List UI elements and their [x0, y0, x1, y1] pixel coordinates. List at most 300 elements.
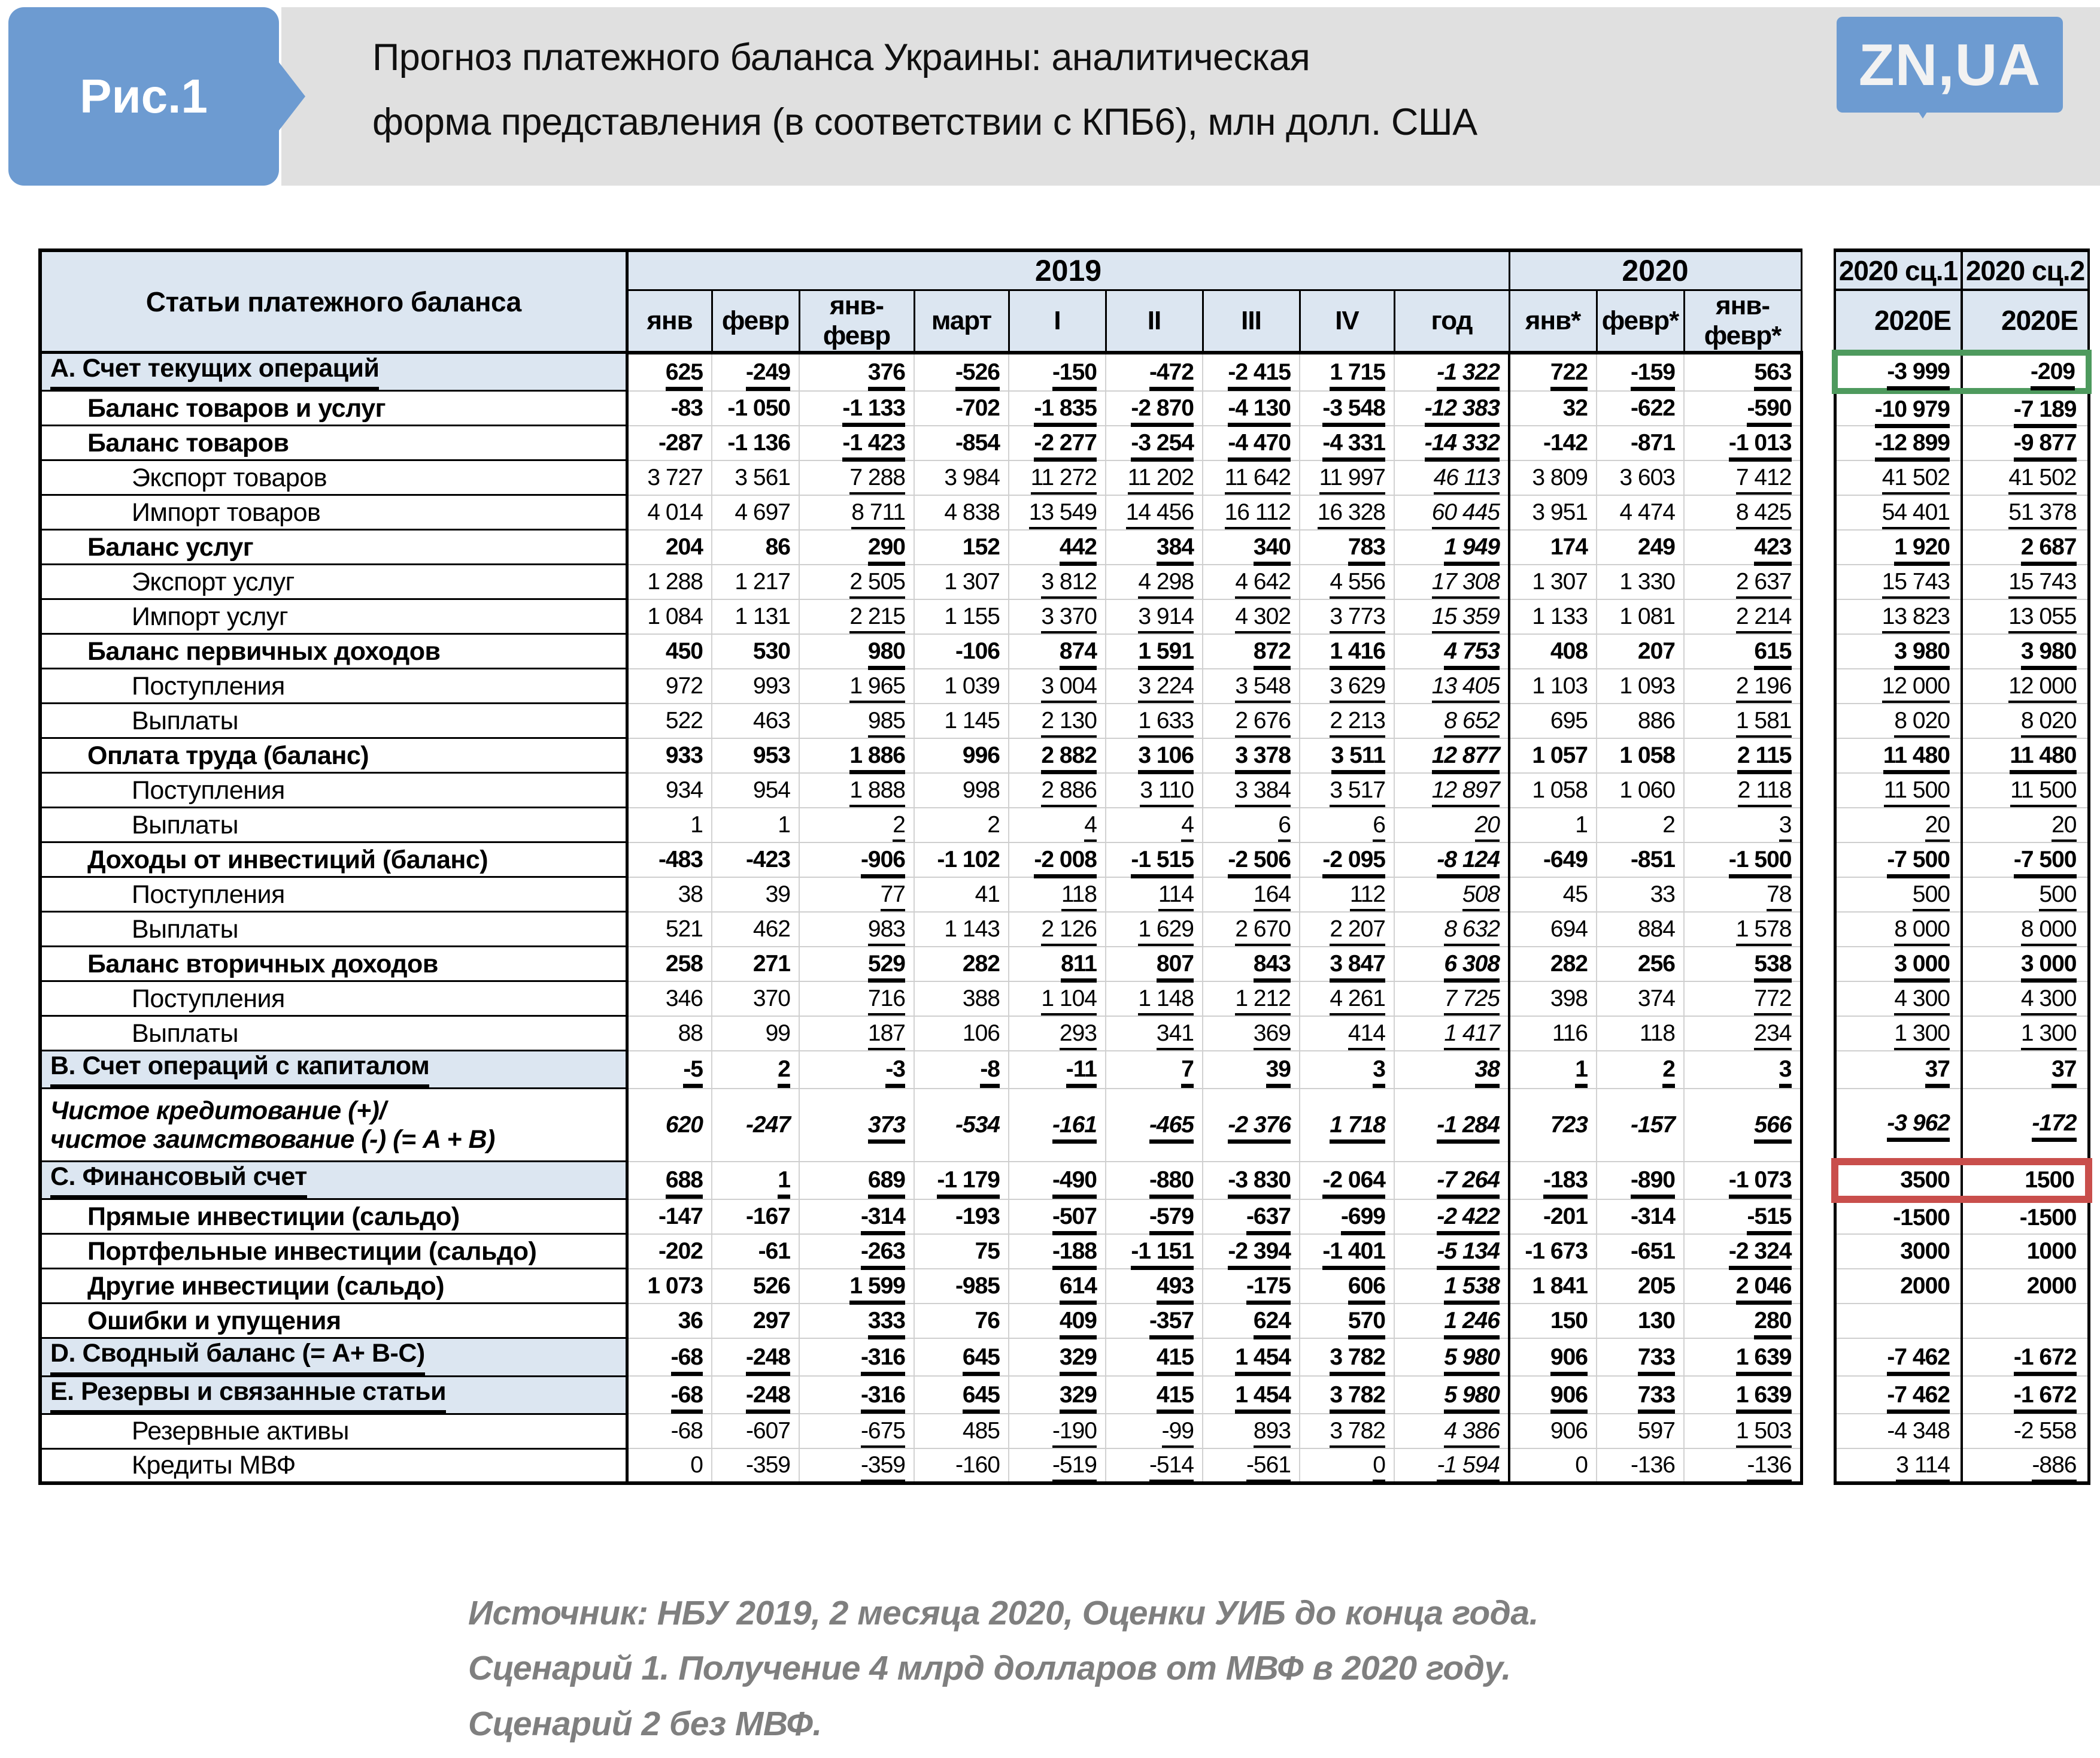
- value-cell: [1009, 981, 1106, 1016]
- value-cell: [1203, 842, 1300, 877]
- value-cell: [914, 460, 1009, 495]
- gap-cell: [1801, 808, 1835, 842]
- value-cell: [1509, 808, 1597, 842]
- value: -1500: [2019, 1205, 2077, 1231]
- value-cell: [1835, 391, 1962, 426]
- group-header-2019: 2019: [627, 250, 1509, 290]
- gap-cell: [1801, 1376, 1835, 1414]
- table-row: [40, 426, 2089, 460]
- value-cell: [1394, 1269, 1509, 1304]
- value-cell: [1597, 669, 1684, 704]
- value: 625: [666, 359, 703, 391]
- value: 174: [1550, 534, 1588, 560]
- value-cell: [627, 1089, 712, 1162]
- value-cell: [914, 530, 1009, 565]
- value: 3 000: [1894, 951, 1950, 983]
- value: 4 300: [1894, 986, 1950, 1016]
- value: -314: [861, 1204, 905, 1235]
- value: 77: [881, 881, 905, 911]
- value: 1: [1575, 1056, 1588, 1088]
- value: -4 470: [1228, 430, 1291, 462]
- value-cell: [1597, 460, 1684, 495]
- value: -68: [670, 1418, 703, 1444]
- value: 234: [1754, 1020, 1791, 1050]
- value-cell: [799, 981, 914, 1016]
- value: 462: [752, 916, 790, 942]
- value: 293: [1060, 1020, 1097, 1050]
- value: 340: [1254, 534, 1291, 566]
- value: 3 914: [1138, 604, 1194, 634]
- value: 423: [1754, 534, 1791, 566]
- value-cell: [1509, 1016, 1597, 1051]
- value: -1 102: [937, 846, 1000, 872]
- value: 12 877: [1432, 742, 1500, 774]
- value-cell: [1106, 460, 1203, 495]
- value-cell: [1203, 530, 1300, 565]
- value: -249: [746, 359, 790, 391]
- value-cell: [914, 391, 1009, 426]
- value-cell: [712, 842, 799, 877]
- value: 41 502: [2008, 465, 2076, 495]
- gap-cell: [1801, 877, 1835, 912]
- value-cell: [1509, 353, 1597, 391]
- value: 1 718: [1330, 1112, 1385, 1144]
- value: 3500: [1900, 1167, 1950, 1193]
- table-row: [40, 391, 2089, 426]
- value: -1 136: [727, 429, 790, 456]
- value-cell: [1684, 669, 1801, 704]
- value-cell: [1106, 669, 1203, 704]
- gap-cell: [1801, 981, 1835, 1016]
- value-cell: [1009, 1016, 1106, 1051]
- gap-cell: [1801, 530, 1835, 565]
- balance-table: [38, 248, 2092, 1485]
- value: 1 538: [1444, 1273, 1500, 1305]
- value-cell: [712, 877, 799, 912]
- column-header-1: янв: [627, 290, 712, 353]
- value-cell: [1106, 1016, 1203, 1051]
- value-cell: [627, 842, 712, 877]
- value: 1000: [2026, 1238, 2077, 1264]
- value: -2 095: [1322, 847, 1385, 878]
- value: 333: [868, 1308, 905, 1339]
- value-cell: [627, 530, 712, 565]
- value-cell: [1962, 495, 2089, 530]
- value-cell: [1009, 391, 1106, 426]
- value: -175: [1246, 1273, 1291, 1305]
- value: -1 672: [2014, 1382, 2077, 1414]
- row-label-text: Портфельные инвестиции (сальдо): [87, 1236, 537, 1266]
- value-cell: [1106, 426, 1203, 460]
- value: 3 106: [1138, 742, 1194, 774]
- value: 373: [868, 1112, 905, 1144]
- value-cell: [799, 912, 914, 947]
- row-label-text: Баланс товаров: [87, 428, 289, 457]
- value-cell: [1509, 1414, 1597, 1448]
- row-label: [40, 842, 627, 877]
- value-cell: [712, 1269, 799, 1304]
- value-cell: [627, 1162, 712, 1199]
- value: 290: [868, 534, 905, 566]
- value: 329: [1060, 1344, 1097, 1376]
- value: 645: [963, 1382, 1000, 1414]
- value-cell: [1106, 947, 1203, 981]
- value: 872: [1254, 638, 1291, 670]
- value-cell: [627, 1376, 712, 1414]
- value: 2 196: [1736, 673, 1792, 703]
- value-cell: [1962, 738, 2089, 773]
- value: -519: [1052, 1452, 1097, 1482]
- value-cell: [914, 704, 1009, 738]
- value: 843: [1254, 951, 1291, 983]
- value-cell: [1684, 634, 1801, 669]
- value: 893: [1254, 1418, 1291, 1448]
- value: 1 073: [647, 1272, 703, 1299]
- value-cell: [1962, 1199, 2089, 1234]
- value: -515: [1747, 1204, 1791, 1235]
- source-note-line1: Источник: НБУ 2019, 2 месяца 2020, Оценки УИБ до конца года.: [468, 1594, 1538, 1632]
- value-cell: [799, 1162, 914, 1199]
- value-cell: [1684, 877, 1801, 912]
- value: -880: [1149, 1167, 1194, 1199]
- value: 8 711: [851, 499, 905, 529]
- value-cell: [1009, 1304, 1106, 1338]
- value-cell: [1835, 704, 1962, 738]
- table-row: [40, 738, 2089, 773]
- row-label: [40, 669, 627, 704]
- value: 329: [1060, 1382, 1097, 1414]
- value-cell: [1203, 773, 1300, 808]
- value: 1 084: [647, 603, 703, 629]
- value-cell: [1009, 565, 1106, 599]
- value-cell: [1509, 704, 1597, 738]
- value: -590: [1747, 395, 1791, 427]
- value-cell: [627, 426, 712, 460]
- value: 2 126: [1041, 916, 1097, 946]
- value: 398: [1550, 985, 1588, 1011]
- gap-cell: [1801, 1448, 1835, 1483]
- row-label-text: Экспорт товаров: [132, 463, 327, 492]
- value: 606: [1348, 1273, 1385, 1305]
- value: -465: [1149, 1112, 1194, 1144]
- column-header-5: I: [1009, 290, 1106, 353]
- value: 1 949: [1444, 534, 1500, 566]
- value: 953: [752, 742, 790, 768]
- value: 450: [665, 638, 703, 664]
- column-header-4: март: [914, 290, 1009, 353]
- value: 1 093: [1619, 672, 1675, 699]
- row-label-text: Баланс товаров и услуг: [87, 393, 386, 423]
- value-cell: [1684, 426, 1801, 460]
- value-cell: [1009, 669, 1106, 704]
- value: 1 288: [647, 568, 703, 595]
- value: 689: [868, 1167, 905, 1199]
- value: 529: [868, 951, 905, 983]
- value: 3 548: [1235, 673, 1291, 703]
- value: 733: [1638, 1382, 1675, 1414]
- value-cell: [1009, 426, 1106, 460]
- value: 207: [1637, 638, 1675, 664]
- value-cell: [1009, 912, 1106, 947]
- value-cell: [1962, 912, 2089, 947]
- value: 570: [1348, 1308, 1385, 1339]
- value: 1 503: [1736, 1418, 1792, 1448]
- value: 3 980: [1894, 638, 1950, 670]
- value: 374: [1637, 985, 1675, 1011]
- value: 1 886: [849, 742, 905, 774]
- value: 2: [1662, 1056, 1675, 1088]
- row-label-text: Оплата труда (баланс): [87, 741, 369, 770]
- value: 4 753: [1444, 638, 1500, 670]
- value: 1 715: [1330, 359, 1385, 391]
- value-cell: [1300, 1414, 1394, 1448]
- value-cell: [712, 1304, 799, 1338]
- value-cell: [1962, 1016, 2089, 1051]
- value-cell: [1300, 1304, 1394, 1338]
- value-cell: [799, 1269, 914, 1304]
- value-cell: [1394, 877, 1509, 912]
- value: 38: [1475, 1056, 1500, 1088]
- value-cell: [1684, 391, 1801, 426]
- gap-cell: [1801, 1199, 1835, 1234]
- value-cell: [1509, 391, 1597, 426]
- value: -188: [1052, 1238, 1097, 1270]
- value-cell: [1394, 460, 1509, 495]
- value: 1 591: [1138, 638, 1194, 670]
- value: -7 264: [1437, 1167, 1500, 1199]
- value-cell: [1300, 808, 1394, 842]
- value: 934: [665, 777, 703, 803]
- value: -150: [1052, 359, 1097, 391]
- value: 886: [1637, 707, 1675, 733]
- value: -1 073: [1729, 1167, 1792, 1199]
- value-cell: [1597, 353, 1684, 391]
- value-cell: [914, 877, 1009, 912]
- value-cell: [1509, 738, 1597, 773]
- value-cell: [627, 1414, 712, 1448]
- value: -359: [745, 1452, 790, 1478]
- value-cell: [1835, 808, 1962, 842]
- row-label-text: Поступления: [132, 984, 285, 1013]
- value: 3 224: [1138, 673, 1194, 703]
- value: 1 888: [849, 777, 905, 807]
- value: 341: [1157, 1020, 1194, 1050]
- gap-cell: [1801, 1338, 1835, 1376]
- value: -106: [955, 638, 1000, 664]
- value-cell: [1203, 1234, 1300, 1269]
- row-label: [40, 391, 627, 426]
- value: 0: [1575, 1452, 1588, 1478]
- value: -1 322: [1437, 359, 1500, 391]
- row-label: [40, 704, 627, 738]
- value: 78: [1767, 881, 1791, 911]
- value-cell: [1684, 981, 1801, 1016]
- value-cell: [1835, 877, 1962, 912]
- value: -160: [955, 1452, 1000, 1478]
- value: -11: [1066, 1056, 1097, 1088]
- value-cell: [799, 1338, 914, 1376]
- value: 723: [1550, 1111, 1588, 1138]
- value-cell: [1597, 877, 1684, 912]
- value-cell: [1203, 460, 1300, 495]
- value: -1 179: [937, 1167, 1000, 1199]
- value-cell: [914, 842, 1009, 877]
- value: 1 920: [1894, 534, 1950, 566]
- value: -675: [861, 1418, 905, 1448]
- value: 493: [1157, 1273, 1194, 1305]
- row-label: [40, 1016, 627, 1051]
- value: -14 332: [1425, 430, 1500, 462]
- value: 13 055: [2008, 604, 2076, 634]
- value-cell: [1106, 773, 1203, 808]
- value: 45: [1562, 881, 1588, 907]
- value: -2 422: [1437, 1204, 1500, 1235]
- value-cell: [627, 1448, 712, 1483]
- value: 7 725: [1444, 986, 1500, 1016]
- gap-cell: [1801, 391, 1835, 426]
- value-cell: [712, 1234, 799, 1269]
- value: -3 254: [1131, 430, 1194, 462]
- value-cell: [1203, 1016, 1300, 1051]
- row-label: [40, 634, 627, 669]
- value: -316: [861, 1344, 905, 1376]
- value: 388: [962, 985, 1000, 1011]
- value-cell: [799, 1016, 914, 1051]
- value-cell: [1684, 773, 1801, 808]
- value-cell: [914, 669, 1009, 704]
- value-cell: [1509, 1089, 1597, 1162]
- gap-cell: [1801, 669, 1835, 704]
- value-cell: [1203, 808, 1300, 842]
- value: -183: [1543, 1167, 1588, 1199]
- value: 3 782: [1330, 1344, 1385, 1376]
- value: 4 642: [1235, 569, 1291, 599]
- value: 3 727: [647, 464, 703, 490]
- value: 1 060: [1619, 777, 1675, 803]
- value: 1 454: [1235, 1344, 1291, 1376]
- value-cell: [1962, 460, 2089, 495]
- value: -193: [955, 1203, 1000, 1229]
- value-cell: [1394, 1162, 1509, 1199]
- value: -263: [861, 1238, 905, 1270]
- value-cell: [1394, 1199, 1509, 1234]
- value: 3 782: [1330, 1382, 1385, 1414]
- value-cell: [1106, 634, 1203, 669]
- value: 16 328: [1318, 499, 1385, 529]
- row-label-text: Экспорт услуг: [132, 567, 295, 596]
- row-label-text2: чистое заимствование (-) (= A + B): [50, 1124, 495, 1154]
- value: -61: [758, 1238, 790, 1264]
- row-label: [40, 1448, 627, 1483]
- value: -201: [1543, 1203, 1588, 1229]
- value: -637: [1246, 1204, 1291, 1235]
- row-label-text: Импорт услуг: [132, 602, 289, 631]
- value-cell: [1300, 1269, 1394, 1304]
- value: 106: [962, 1020, 1000, 1046]
- value: 1: [690, 811, 703, 838]
- value: -906: [861, 847, 905, 878]
- row-label: [40, 1089, 627, 1162]
- value: 12 897: [1432, 777, 1500, 807]
- value-cell: [712, 912, 799, 947]
- value: 695: [1550, 707, 1588, 733]
- value-cell: [799, 1304, 914, 1338]
- value-cell: [1684, 1051, 1801, 1089]
- value-cell: [1106, 1051, 1203, 1089]
- value-cell: [1394, 1448, 1509, 1483]
- green-highlight-cell: [1962, 353, 2089, 391]
- value-cell: [1684, 1304, 1801, 1338]
- value-cell: [1962, 981, 2089, 1016]
- value: 3: [1779, 1056, 1792, 1088]
- value: 3 511: [1331, 742, 1385, 774]
- value-cell: [712, 1338, 799, 1376]
- value-cell: [1962, 1338, 2089, 1376]
- value: 3 517: [1330, 777, 1385, 807]
- value: 2000: [1900, 1272, 1950, 1299]
- value: 408: [1550, 638, 1588, 664]
- value-cell: [1106, 842, 1203, 877]
- value-cell: [1203, 1338, 1300, 1376]
- value: 4 302: [1235, 604, 1291, 634]
- value-cell: [1962, 773, 2089, 808]
- value-cell: [1106, 808, 1203, 842]
- value-cell: [1394, 530, 1509, 565]
- value: -357: [1149, 1308, 1194, 1339]
- value-cell: [1394, 1304, 1509, 1338]
- value-cell: [799, 1414, 914, 1448]
- value-cell: [1684, 704, 1801, 738]
- value: -287: [658, 429, 703, 456]
- value-cell: [1394, 981, 1509, 1016]
- value: 7 288: [849, 465, 905, 495]
- value: -8 124: [1437, 847, 1500, 878]
- value-cell: [1009, 738, 1106, 773]
- value: -83: [670, 395, 703, 421]
- table-row: [40, 1304, 2089, 1338]
- value-cell: [1509, 1269, 1597, 1304]
- value-cell: [1684, 495, 1801, 530]
- value-cell: [1962, 1234, 2089, 1269]
- value-cell: [1597, 1448, 1684, 1483]
- value-cell: [1509, 669, 1597, 704]
- table-row: [40, 460, 2089, 495]
- value-cell: [1300, 1376, 1394, 1414]
- gap-cell: [1801, 773, 1835, 808]
- table-row: [40, 1016, 2089, 1051]
- value-cell: [1684, 460, 1801, 495]
- value-cell: [1597, 530, 1684, 565]
- value-cell: [1509, 1304, 1597, 1338]
- value-cell: [1962, 1414, 2089, 1448]
- value: -622: [1630, 395, 1675, 421]
- value-cell: [627, 912, 712, 947]
- value: 1 081: [1619, 603, 1675, 629]
- value: 7: [1181, 1056, 1194, 1088]
- value: 150: [1550, 1307, 1588, 1333]
- value: 980: [868, 638, 905, 670]
- value-cell: [799, 1089, 914, 1162]
- value: -159: [1631, 359, 1675, 391]
- row-label-text: Ошибки и упущения: [87, 1306, 341, 1335]
- value-cell: [1509, 460, 1597, 495]
- value: 384: [1157, 534, 1194, 566]
- value: 271: [752, 950, 790, 977]
- value-cell: [1597, 981, 1684, 1016]
- value-cell: [1835, 1414, 1962, 1448]
- value: 3 004: [1041, 673, 1097, 703]
- value-cell: [914, 738, 1009, 773]
